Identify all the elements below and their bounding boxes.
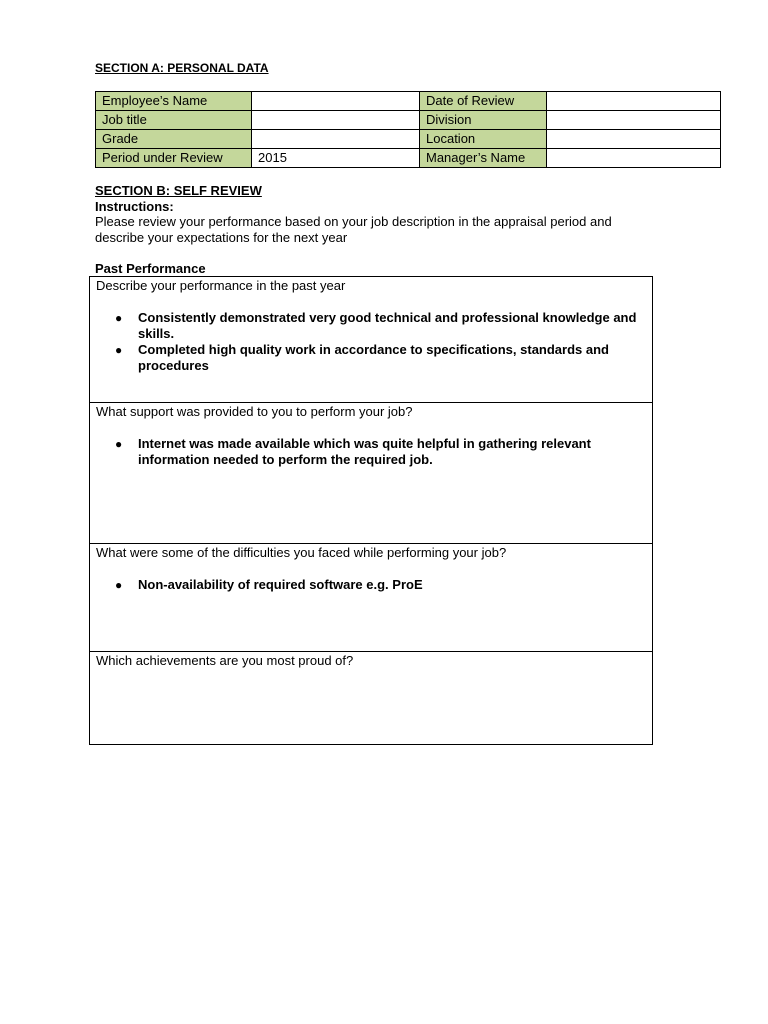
past-performance-heading: Past Performance: [95, 261, 206, 276]
answer-text: Completed high quality work in accordance to specifications, standards and procedures: [138, 342, 609, 373]
list-item: [115, 342, 646, 374]
employee-name-field[interactable]: [252, 92, 420, 111]
answer-text: Internet was made available which was quite helpful in gathering relevant information needed to perform the required job.: [138, 436, 591, 467]
table-row: [96, 130, 721, 149]
question-block-performance[interactable]: [90, 277, 652, 403]
job-title-label: Job title: [96, 111, 252, 130]
personal-data-table: [95, 91, 721, 168]
bullet-icon: ●: [115, 437, 123, 451]
list-item: [115, 436, 646, 468]
answer-list: [96, 310, 646, 374]
manager-name-field[interactable]: [547, 149, 721, 168]
self-review-table: [89, 276, 653, 745]
answer-text: Non-availability of required software e.g. ProE: [138, 577, 423, 592]
instructions-text: Please review your performance based on your job description in the appraisal period and describe your expectations for the next year: [95, 214, 612, 245]
answer-text: Consistently demonstrated very good technical and professional knowledge and skills.: [138, 310, 637, 341]
location-label: Location: [420, 130, 547, 149]
question-block-achievements[interactable]: [90, 652, 652, 744]
question-text: What were some of the difficulties you faced while performing your job?: [96, 545, 507, 560]
section-a-title: SECTION A: PERSONAL DATA: [95, 61, 269, 75]
table-row: [96, 111, 721, 130]
period-under-review-field[interactable]: 2015: [252, 149, 420, 168]
question-block-support[interactable]: [90, 403, 652, 544]
location-field[interactable]: [547, 130, 721, 149]
table-row: [96, 149, 721, 168]
division-label: Division: [420, 111, 547, 130]
bullet-icon: ●: [115, 578, 123, 592]
date-of-review-label: Date of Review: [420, 92, 547, 111]
table-row: [96, 92, 721, 111]
bullet-icon: ●: [115, 343, 123, 357]
list-item: [115, 310, 646, 342]
grade-label: Grade: [96, 130, 252, 149]
period-under-review-label: Period under Review: [96, 149, 252, 168]
question-text: What support was provided to you to perform your job?: [96, 404, 413, 419]
answer-list: [96, 577, 646, 593]
section-b-title: SECTION B: SELF REVIEW: [95, 183, 262, 198]
division-field[interactable]: [547, 111, 721, 130]
grade-field[interactable]: [252, 130, 420, 149]
employee-name-label: Employee’s Name: [96, 92, 252, 111]
job-title-field[interactable]: [252, 111, 420, 130]
question-block-difficulties[interactable]: [90, 544, 652, 652]
answer-list: [96, 436, 646, 468]
bullet-icon: ●: [115, 311, 123, 325]
manager-name-label: Manager’s Name: [420, 149, 547, 168]
question-text: Describe your performance in the past year: [96, 278, 346, 293]
list-item: [115, 577, 646, 593]
question-text: Which achievements are you most proud of?: [96, 653, 354, 668]
date-of-review-field[interactable]: [547, 92, 721, 111]
instructions-heading: Instructions:: [95, 199, 174, 214]
